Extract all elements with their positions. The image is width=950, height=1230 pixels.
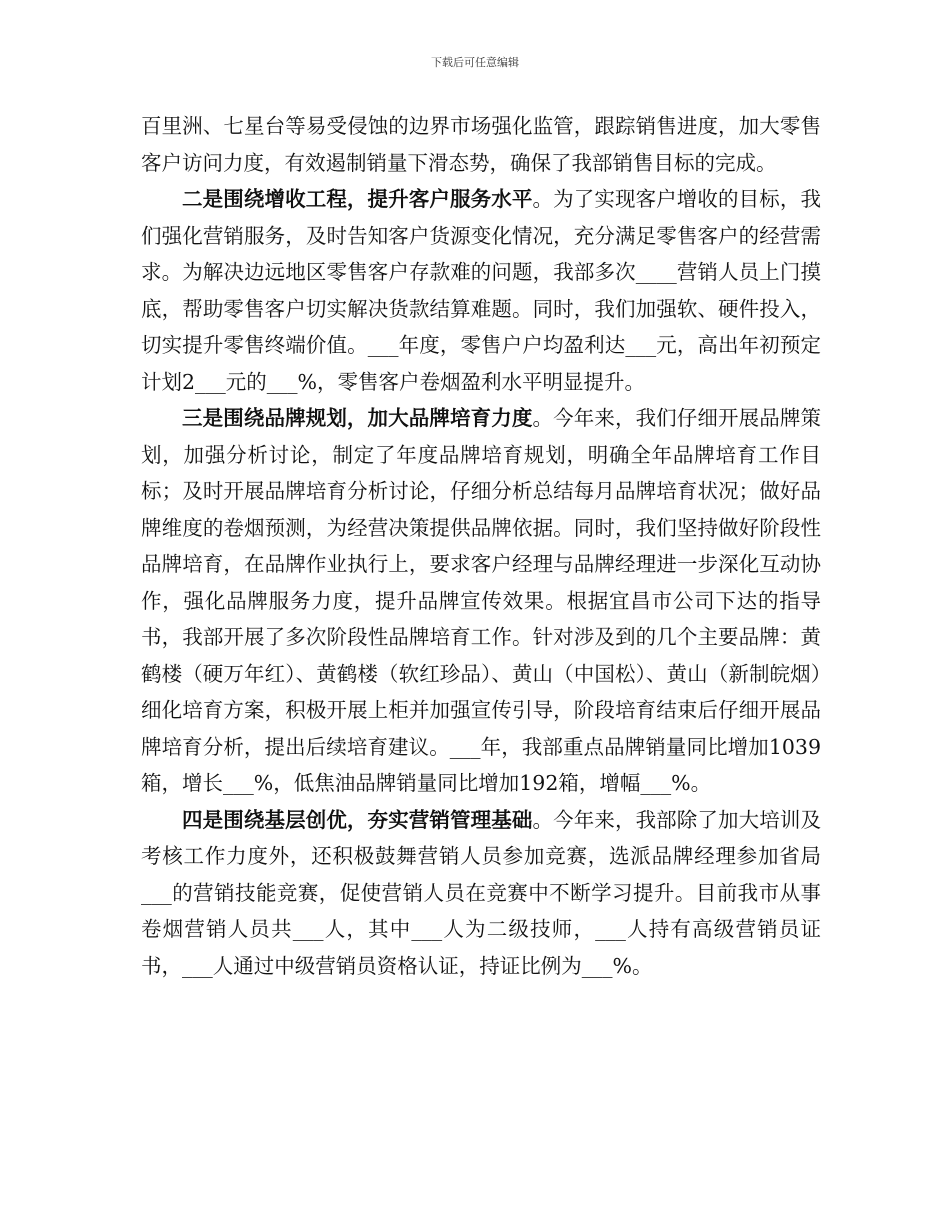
paragraph-revenue-growth: [141, 181, 821, 400]
paragraph-text: 。今年来，我们仔细开展品牌策划，加强分析讨论，制定了年度品牌培育规划，明确全年品牌培育工作目标；及时开展品牌培育分析讨论，仔细分析总结每月品牌培育状况；做好品牌维度的卷烟预测，为经营决策提供品牌依据。同时，我们坚持做好阶段性品牌培育，在品牌作业执行上，要求客户经理与品牌经理进一步深化互动协作，强化品牌服务力度，提升品牌宣传效果。根据宜昌市公司下达的指导书，我部开展了多次阶段性品牌培育工作。针对涉及到的几个主要品牌：黄鹤楼（硬万年红）、黄鹤楼（软红珍品）、黄山（中国松）、黄山（新制皖烟）细化培育方案，积极开展上柜并加强宣传引导，阶段培育结束后仔细开展品牌培育分析，提出后续培育建议。___年，我部重点品牌销量同比增加1039箱，增长___%，低焦油品牌销量同比增加192箱，增幅___%。: [141, 406, 822, 795]
paragraph-text: 。今年来，我部除了加大培训及考核工作力度外，还积极鼓舞营销人员参加竞赛，选派品牌经理参加省局___的营销技能竞赛，促使营销人员在竞赛中不断学习提升。目前我市从事卷烟营销人员共___人，其中___人为二级技师，___人持有高级营销员证书，___人通过中级营销员资格认证，持证比例为___%。: [141, 807, 822, 978]
paragraph-continuation: [141, 108, 821, 181]
paragraph-text: 。为了实现客户增收的目标，我们强化营销服务，及时告知客户货源变化情况，充分满足零售客户的经营需求。为解决边远地区零售客户存款难的问题，我部多次____营销人员上门摸底，帮助零售客户切实解决货款结算难题。同时，我们加强软、硬件投入，切实提升零售终端价值。___年度，零售户户均盈利达___元，高出年初预定计划2___元的___%，零售客户卷烟盈利水平明显提升。: [141, 187, 822, 394]
paragraph-grassroots: [141, 802, 821, 985]
document-body: [141, 108, 821, 984]
paragraph-heading: 四是围绕基层创优，夯实营销管理基础: [182, 807, 533, 832]
paragraph-brand-planning: [141, 400, 821, 802]
page-header: 下载后可任意编辑: [431, 56, 519, 69]
paragraph-heading: 三是围绕品牌规划，加大品牌培育力度: [182, 406, 533, 430]
paragraph-text: 百里洲、七星台等易受侵蚀的边界市场强化监管，跟踪销售进度，加大零售客户访问力度，有效遏制销量下滑态势，确保了我部销售目标的完成。: [141, 114, 821, 175]
paragraph-heading: 二是围绕增收工程，提升客户服务水平: [182, 187, 533, 211]
